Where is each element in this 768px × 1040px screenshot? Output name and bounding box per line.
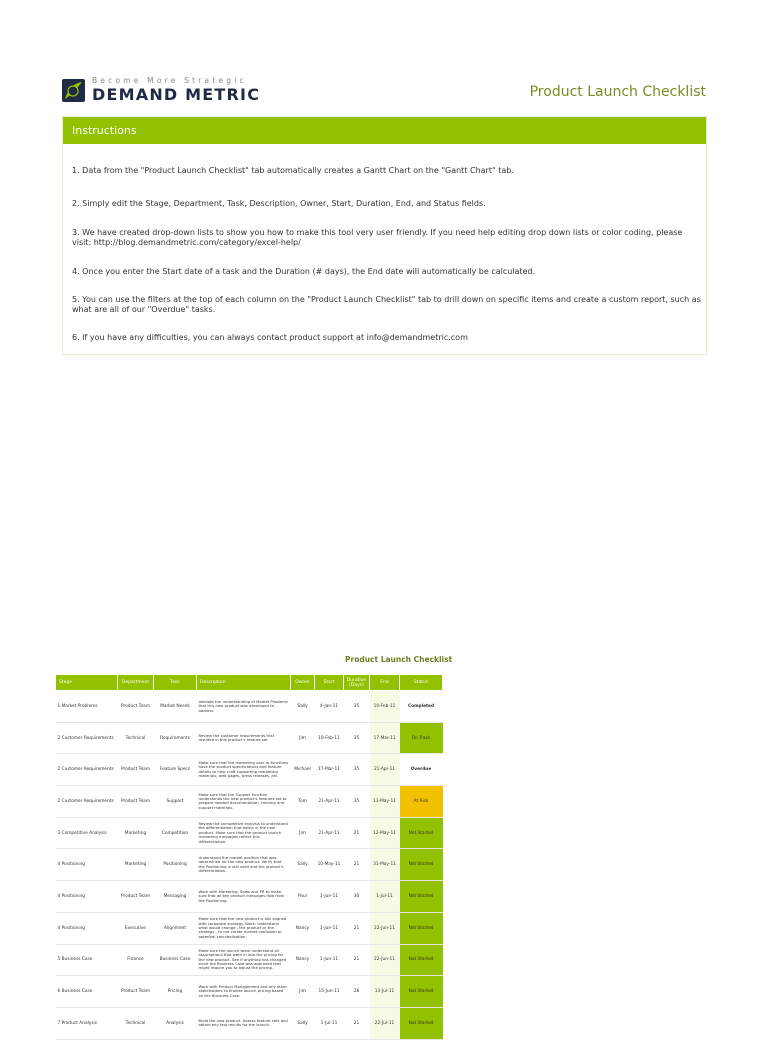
cell-owner[interactable]: Sally (291, 691, 315, 723)
col-description[interactable]: Description (197, 675, 291, 691)
col-task[interactable]: Task (154, 675, 197, 691)
cell-start[interactable]: 1-Jun-11 (315, 881, 344, 913)
cell-stage[interactable]: 6 Business Case (56, 976, 118, 1008)
cell-start[interactable]: 21-Apr-11 (315, 817, 344, 849)
cell-description[interactable]: Work with Product Management and any other stakeholders to finalize launch pricing based on the Business Case. (197, 976, 291, 1008)
cell-task[interactable]: Messaging (154, 881, 197, 913)
cell-end[interactable]: 22-Jun-11 (370, 944, 400, 976)
cell-status[interactable]: Not Started (400, 944, 443, 976)
cell-department[interactable]: Product Team (118, 691, 154, 723)
table-row[interactable] (56, 912, 443, 944)
cell-start[interactable]: 1-Jul-11 (315, 1007, 344, 1039)
cell-description[interactable]: Review the customer requirements that resulted in this product's feature set (197, 722, 291, 754)
col-stage[interactable]: Stage (56, 675, 118, 691)
cell-duration[interactable]: 21 (344, 817, 370, 849)
cell-end[interactable]: 12-May-11 (370, 817, 400, 849)
cell-status[interactable]: Not Started (400, 881, 443, 913)
cell-end[interactable]: 31-May-11 (370, 849, 400, 881)
cell-owner[interactable]: Nancy (291, 912, 315, 944)
logo-mark-icon (62, 79, 85, 102)
instruction-item-2: 2. Simply edit the Stage, Department, Task, Description, Owner, Start, Duration, End, and Status fields. (72, 199, 486, 208)
cell-department[interactable]: Product Team (118, 881, 154, 913)
cell-end[interactable]: 10-Feb-11 (370, 691, 400, 723)
cell-department[interactable]: Finance (118, 944, 154, 976)
cell-duration[interactable]: 35 (344, 786, 370, 818)
table-row[interactable] (56, 817, 443, 849)
col-owner[interactable]: Owner (291, 675, 315, 691)
cell-department[interactable]: Product Team (118, 754, 154, 786)
cell-duration[interactable]: 35 (344, 722, 370, 754)
cell-status[interactable]: Not Started (400, 1007, 443, 1039)
cell-end[interactable]: 21-Apr-11 (370, 754, 400, 786)
cell-duration[interactable]: 30 (344, 881, 370, 913)
cell-owner[interactable]: Sally (291, 1007, 315, 1039)
table-row[interactable] (56, 786, 443, 818)
cell-department[interactable]: Product Team (118, 976, 154, 1008)
cell-department[interactable]: Product Team (118, 786, 154, 818)
cell-description[interactable]: Build the new product. Assess feature sets and obtain any test results for the launch. (197, 1007, 291, 1039)
col-end[interactable]: End (370, 675, 400, 691)
cell-stage[interactable]: 2 Customer Requirements (56, 786, 118, 818)
logo-name: DEMAND METRIC (92, 85, 261, 104)
cell-duration[interactable]: 35 (344, 691, 370, 723)
instruction-item-5: 5. You can use the filters at the top of each column on the "Product Launch Checklist" tab to drill down on specific items and create a custom report, such as what are all of our "Overdue" tasks. (72, 295, 701, 314)
cell-end[interactable]: 13-May-11 (370, 786, 400, 818)
cell-duration[interactable]: 28 (344, 976, 370, 1008)
cell-department[interactable]: Technical (118, 1007, 154, 1039)
table-row[interactable] (56, 1007, 443, 1039)
cell-stage[interactable]: 7 Product Analysis (56, 1007, 118, 1039)
cell-stage[interactable]: 5 Business Case (56, 944, 118, 976)
cell-department[interactable]: Technical (118, 722, 154, 754)
table-row[interactable] (56, 691, 443, 723)
cell-status[interactable]: On Track (400, 722, 443, 754)
cell-description[interactable]: Validate the understanding of Market Problems that this new product was developed to address (197, 691, 291, 723)
instructions-panel (62, 116, 707, 355)
cell-task[interactable]: Positioning (154, 849, 197, 881)
cell-task[interactable]: Support (154, 786, 197, 818)
cell-department[interactable]: Marketing (118, 849, 154, 881)
table-row[interactable] (56, 881, 443, 913)
col-duration[interactable]: Duration (Days) (344, 675, 370, 691)
cell-task[interactable]: Competition (154, 817, 197, 849)
col-status[interactable]: Status (400, 675, 443, 691)
cell-task[interactable]: Analysis (154, 1007, 197, 1039)
cell-description[interactable]: Make sure that the new product is still aligned with corporate strategy. Work: understand what would change - the product or the strategy - to not create market confusion or potential cannibalization. (197, 912, 291, 944)
cell-task[interactable]: Alignment (154, 912, 197, 944)
cell-owner[interactable]: Jim (291, 722, 315, 754)
cell-description[interactable]: Make sure that the marketing user re-functions have the product specifications and feature details to help craft supporting marketing materials, web pages, press releases, etc. (197, 754, 291, 786)
instruction-item-6: 6. If you have any difficulties, you can always contact product support at info@demandmetric.com (72, 333, 468, 342)
cell-task[interactable]: Requirements (154, 722, 197, 754)
cell-duration[interactable]: 21 (344, 912, 370, 944)
cell-description[interactable]: Make sure that the Support function understands the new product's features set to prepare needed documentation, training and support materials. (197, 786, 291, 818)
instruction-item-4: 4. Once you enter the Start date of a task and the Duration (# days), the End date will automatically be calculated. (72, 267, 536, 276)
cell-status[interactable]: Not Started (400, 912, 443, 944)
cell-task[interactable]: Business Case (154, 944, 197, 976)
table-row[interactable] (56, 976, 443, 1008)
cell-owner[interactable]: Michael (291, 754, 315, 786)
cell-duration[interactable]: 21 (344, 849, 370, 881)
cell-stage[interactable]: 3 Competitive Analysis (56, 817, 118, 849)
table-row[interactable] (56, 754, 443, 786)
cell-task[interactable]: Pricing (154, 976, 197, 1008)
cell-owner[interactable]: Tom (291, 786, 315, 818)
cell-start[interactable]: 1-Jun-11 (315, 944, 344, 976)
cell-owner[interactable]: Paul (291, 881, 315, 913)
table-row[interactable] (56, 849, 443, 881)
table-row[interactable] (56, 944, 443, 976)
cell-status[interactable]: Completed (400, 691, 443, 723)
logo-tagline: Become More Strategic (92, 76, 247, 85)
cell-duration[interactable]: 35 (344, 754, 370, 786)
cell-end[interactable]: 22-Jun-11 (370, 912, 400, 944)
cell-start[interactable]: 15-Jun-11 (315, 976, 344, 1008)
table-header-row (56, 675, 443, 691)
cell-status[interactable]: At Risk (400, 786, 443, 818)
cell-status[interactable]: Not Started (400, 849, 443, 881)
cell-stage[interactable]: 4 Positioning (56, 912, 118, 944)
cell-start[interactable]: 10-Feb-11 (315, 722, 344, 754)
col-department[interactable]: Department (118, 675, 154, 691)
cell-task[interactable]: Feature Specs (154, 754, 197, 786)
cell-start[interactable]: 21-Apr-11 (315, 786, 344, 818)
cell-owner[interactable]: Jim (291, 817, 315, 849)
checklist-table (55, 674, 443, 1040)
cell-stage[interactable]: 4 Positioning (56, 881, 118, 913)
cell-start[interactable]: 1-Jun-11 (315, 912, 344, 944)
sheet-title: Product Launch Checklist (345, 655, 453, 664)
cell-start[interactable]: 17-Mar-11 (315, 754, 344, 786)
cell-start[interactable]: 10-May-11 (315, 849, 344, 881)
cell-department[interactable]: Marketing (118, 817, 154, 849)
cell-description[interactable]: Make sure the launch team understand all assumptions that went in into the pricing for the new product. See if anything has changed since the Business Case was approved that might require you to adjust the pricing. (197, 944, 291, 976)
cell-stage[interactable]: 2 Customer Requirements (56, 722, 118, 754)
cell-owner[interactable]: Nancy (291, 944, 315, 976)
cell-duration[interactable]: 21 (344, 944, 370, 976)
cell-owner[interactable]: Sally (291, 849, 315, 881)
cell-status[interactable]: Not Started (400, 976, 443, 1008)
table-row[interactable] (56, 722, 443, 754)
cell-owner[interactable]: Jim (291, 976, 315, 1008)
col-start[interactable]: Start (315, 675, 344, 691)
page-title: Product Launch Checklist (529, 84, 706, 100)
instruction-item-3: 3. We have created drop-down lists to show you how to make this tool very user friendly. If you need help editing drop down lists or color coding, please visit: http://blog.demandmetric.com/category/excel-help/ (72, 228, 683, 247)
cell-start[interactable]: 4-Jan-11 (315, 691, 344, 723)
cell-stage[interactable]: 4 Positioning (56, 849, 118, 881)
cell-description[interactable]: Work with Marketing, Sales and PR to make sure that all key product messages flow from the Positioning. (197, 881, 291, 913)
cell-status[interactable]: Not Started (400, 817, 443, 849)
cell-duration[interactable]: 21 (344, 1007, 370, 1039)
cell-end[interactable]: 1-Jul-11 (370, 881, 400, 913)
cell-task[interactable]: Market Needs (154, 691, 197, 723)
instructions-header: Instructions (63, 117, 706, 144)
instruction-item-1: 1. Data from the "Product Launch Checklist" tab automatically creates a Gantt Chart on the "Gantt Chart" tab. (72, 166, 514, 175)
cell-stage[interactable]: 2 Customer Requirements (56, 754, 118, 786)
cell-end[interactable]: 13-Jul-11 (370, 976, 400, 1008)
cell-end[interactable]: 22-Jul-11 (370, 1007, 400, 1039)
cell-department[interactable]: Executive (118, 912, 154, 944)
cell-stage[interactable]: 1 Market Problems (56, 691, 118, 723)
cell-description[interactable]: Review the competitive analysis to understand the differentiation that exists in the new product. Make sure that the product launch marketing messages reflect this differentiation. (197, 817, 291, 849)
cell-status[interactable]: Overdue (400, 754, 443, 786)
demand-metric-logo (62, 76, 282, 104)
cell-description[interactable]: Understand the market position that was determined for the new product. Verify that the Positioning is still valid and the product's differentiation. (197, 849, 291, 881)
cell-end[interactable]: 17-Mar-11 (370, 722, 400, 754)
